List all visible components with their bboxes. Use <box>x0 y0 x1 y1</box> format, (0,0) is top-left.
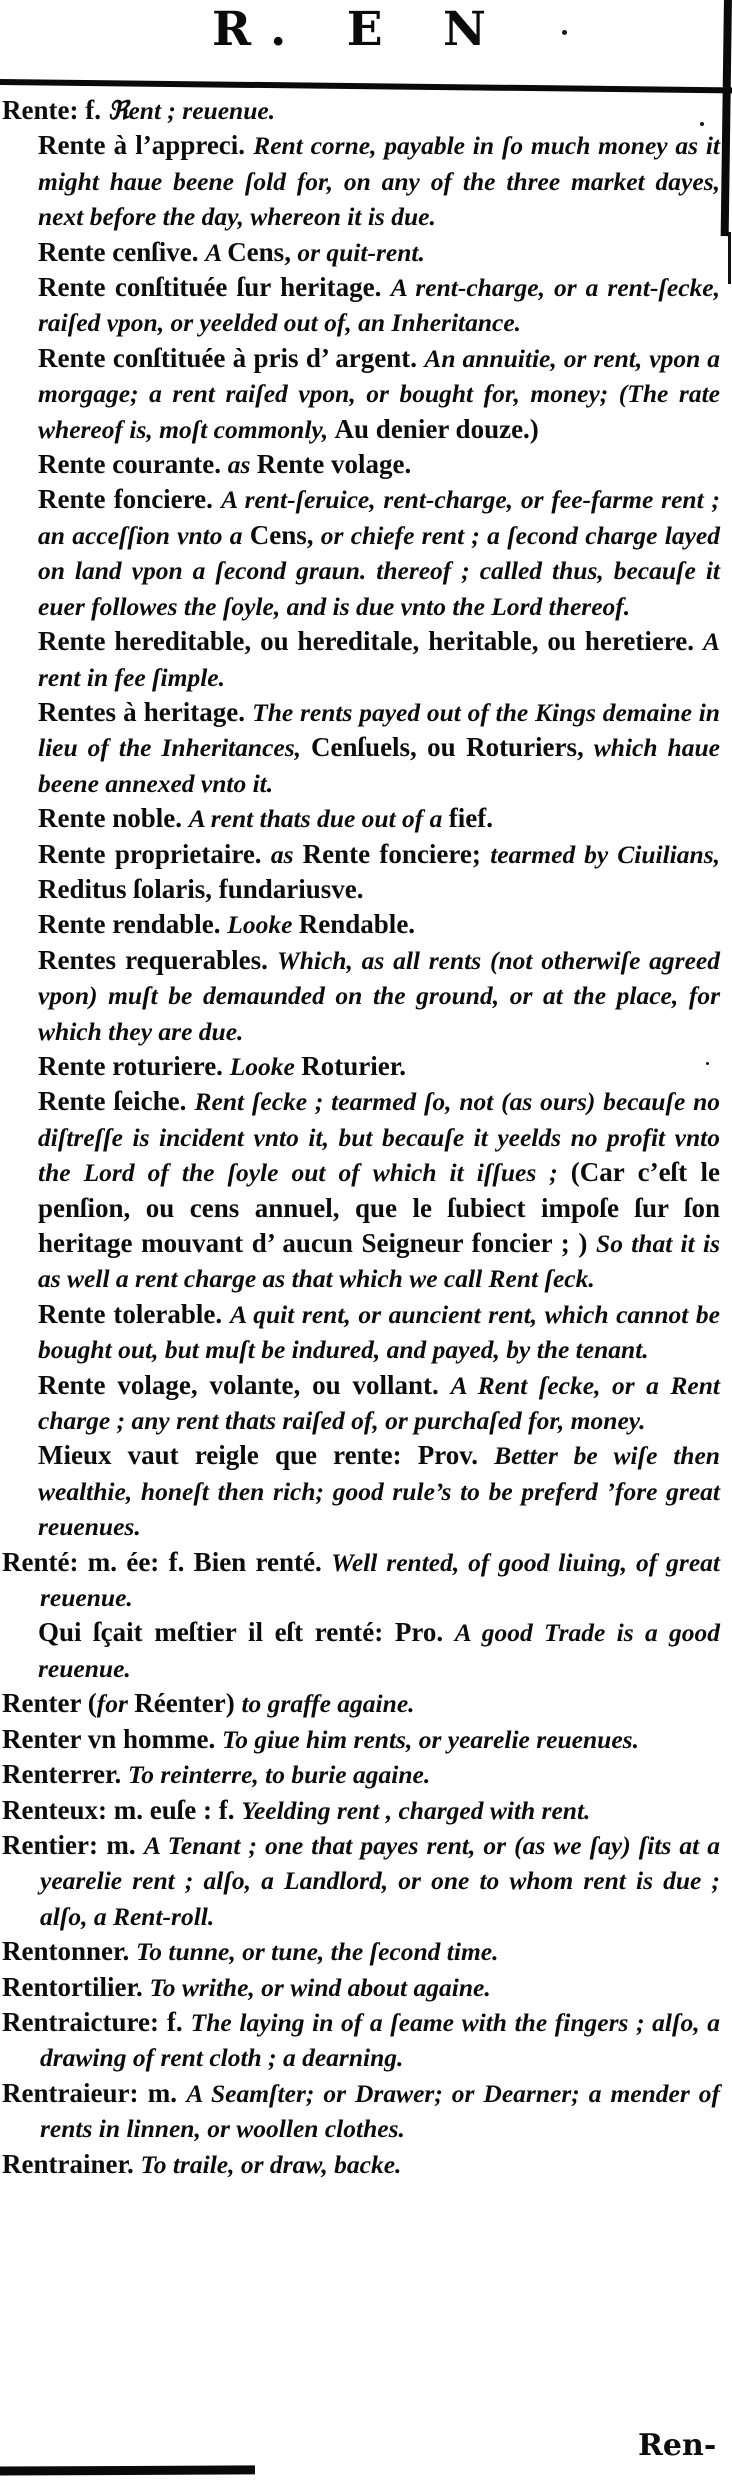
dictionary-entry <box>2 2005 720 2076</box>
dictionary-entry <box>2 1438 720 1544</box>
dictionary-entry <box>2 1722 720 1757</box>
text-segment-roman: Rente fonciere. <box>38 484 222 515</box>
ink-speck <box>562 30 567 35</box>
dictionary-entry <box>2 1615 720 1686</box>
dictionary-entry <box>2 1934 720 1969</box>
text-segment-italic: which haue beene annexed vnto it. <box>38 733 720 798</box>
text-segment-roman: Rente roturiere. <box>38 1050 230 1081</box>
text-segment-roman: Renter ( <box>2 1688 97 1719</box>
text-segment-roman: Cenſuels, ou Roturiers, <box>311 732 584 763</box>
text-segment-roman: Rente volage, volante, ou vollant. <box>38 1369 451 1400</box>
text-segment-roman: Rente conſtituée à pris d’ argent. <box>38 342 425 373</box>
dictionary-entry <box>2 1686 720 1721</box>
text-segment-italic: The rents payed out of the Kings demaine in lieu of the Inheritances, <box>38 697 720 763</box>
text-segment-roman: Au denier douze.) <box>334 413 539 444</box>
dictionary-entry <box>2 1793 720 1828</box>
text-segment-roman: Rente rendable. <box>38 909 228 940</box>
text-segment-italic: Better be wiſe then wealthie, honeſt then rich; good rule’s to be preferd ’fore great reuenues. <box>38 1441 720 1542</box>
text-segment-italic: for <box>96 1689 135 1719</box>
dictionary-entry <box>2 128 720 234</box>
ink-speck <box>700 122 704 126</box>
dictionary-entry <box>2 837 720 908</box>
text-segment-roman: Renter vn homme. <box>2 1723 222 1754</box>
dictionary-entry <box>2 447 720 482</box>
dictionary-entry <box>2 2076 720 2147</box>
text-segment-italic: A <box>205 237 228 267</box>
text-segment-italic: The laying in of a ſeame with the fingers ; alſo, a drawing of rent cloth ; a dearning. <box>40 2007 720 2073</box>
text-segment-italic: To giue him rents, or yearelie reuenues. <box>221 1724 639 1754</box>
text-segment-italic: or chiefe rent ; a ſecond charge layed on land vpon a ſecond graun. thereof ; called thus, becauſe it euer followes the ſoyle, and is due vnto the Lord thereof. <box>38 520 720 621</box>
text-segment-italic: as <box>270 839 303 869</box>
text-segment-roman: Roturier. <box>301 1050 406 1081</box>
text-segment-roman: Cens, <box>227 236 291 267</box>
dictionary-entry <box>2 907 720 942</box>
dictionary-entry <box>2 801 720 836</box>
dictionary-entry <box>2 93 720 128</box>
text-segment-italic: Looke <box>229 1051 302 1081</box>
text-segment-italic: An annuitie, or rent, vpon a morgage; a rent raiſed vpon, or bought for, money; (The rate whereof is, moſt commonly, <box>38 343 720 444</box>
text-segment-roman: Rente cenſive. <box>38 236 206 267</box>
dictionary-entry <box>2 1084 720 1296</box>
text-segment-italic: To writhe, or wind about againe. <box>149 1972 491 2002</box>
text-segment-italic: A rent-ſeruice, rent-charge, or fee-farme rent ; an acceſſion vnto a <box>38 485 721 550</box>
text-segment-italic: To tunne, or tune, the ſecond time. <box>136 1937 499 1967</box>
text-segment-italic: So that it is as well a rent charge as that which we call Rent ſeck. <box>38 1229 720 1294</box>
dictionary-entry <box>2 1368 720 1439</box>
text-segment-roman: Rente hereditable, ou hereditale, heritable, ou heretiere. <box>38 626 703 657</box>
text-segment-roman: Renterrer. <box>2 1759 128 1790</box>
text-segment-roman: Renteux: m. euſe : f. <box>2 1794 242 1825</box>
text-segment-roman: Rente noble. <box>38 803 189 834</box>
dictionary-entry <box>2 1545 720 1616</box>
text-segment-italic: A rent thats due out of a <box>188 804 449 834</box>
text-segment-italic: Yeelding rent , charged with rent. <box>241 1795 591 1825</box>
text-segment-roman: Rentonner. <box>2 1936 137 1967</box>
dictionary-entry <box>2 2147 720 2182</box>
text-segment-italic: A rent-charge, or a rent-ſecke, raiſed vpon, or yeelded out of, an Inheritance. <box>38 273 721 338</box>
dictionary-entry <box>2 1297 720 1368</box>
text-segment-roman: Rentraieur: m. <box>2 2077 187 2108</box>
text-segment-roman: Reditus ſolaris, fundariusve. <box>38 873 364 904</box>
text-segment-roman: Rente ſeiche. <box>38 1086 195 1117</box>
text-segment-roman: Rentrainer. <box>2 2148 141 2179</box>
text-segment-italic: A quit rent, or auncient rent, which cannot be bought out, but muſt be indured, and payed, by the tenant. <box>38 1299 720 1365</box>
dictionary-entry <box>2 624 720 695</box>
scan-edge-bar <box>721 0 732 236</box>
dictionary-entry <box>2 1049 720 1084</box>
dictionary-entry <box>2 1828 720 1934</box>
text-segment-roman: Rente: f. <box>2 95 108 125</box>
text-segment-roman: Renté: m. ée: f. Bien renté. <box>2 1546 332 1577</box>
text-segment-italic: to graffe againe. <box>241 1689 415 1719</box>
text-segment-roman: Rentier: m. <box>2 1829 145 1860</box>
text-segment-italic: Which, as all rents (not otherwiſe agreed vpon) muſt be demaunded on the ground, or at the place, for which they are due. <box>38 945 720 1046</box>
text-segment-roman: Cens, <box>249 519 314 550</box>
bottom-edge-rule <box>0 2465 255 2475</box>
text-segment-italic: To traile, or draw, backe. <box>140 2149 402 2179</box>
text-segment-italic: To reinterre, to burie againe. <box>127 1760 431 1790</box>
text-segment-italic: A Seamſter; or Drawer; or Dearner; a mender of rents in linnen, or woollen clothes. <box>40 2078 720 2144</box>
text-segment-roman: Rentortilier. <box>2 1971 150 2002</box>
text-segment-roman: Rentraicture: f. <box>2 2006 191 2037</box>
text-segment-roman: Mieux vaut reigle que rente: Prov. <box>38 1440 495 1471</box>
text-segment-roman: fief. <box>448 803 493 834</box>
text-segment-italic: Looke <box>227 910 299 940</box>
text-segment-italic: tearmed by Ciuilians, <box>490 839 720 869</box>
text-segment-italic: A Rent ſecke, or a Rent charge ; any rent thats raiſed of, or purchaſed for, money. <box>38 1370 720 1436</box>
dictionary-entry <box>2 235 720 270</box>
text-segment-roman: Réenter) <box>134 1688 242 1719</box>
text-segment-roman: Rentes à heritage. <box>38 696 253 727</box>
text-segment-roman: Rente proprietaire. <box>38 838 271 869</box>
page-header-letters: R. E N <box>212 2 505 57</box>
text-segment-roman: Rente fonciere; <box>302 838 491 869</box>
text-segment-italic: A rent in fee ſimple. <box>38 627 720 692</box>
text-segment-italic: A Tenant ; one that payes rent, or (as we ſay) ſits at a yearelie rent ; alſo, a Landlord, or one to whom rent is due ; alſo, a Rent-roll. <box>40 1830 720 1931</box>
dictionary-entry <box>2 270 720 341</box>
dictionary-entry <box>2 482 720 624</box>
text-segment-roman: Rente tolerable. <box>38 1298 231 1329</box>
dictionary-entry <box>2 943 720 1049</box>
text-segment-italic: as <box>227 450 257 480</box>
text-segment-roman: Rente conſtituée ſur heritage. <box>38 272 391 303</box>
ink-speck <box>706 1062 709 1065</box>
text-segment-italic: Rent corne, payable in ſo much money as it might haue beene ſold for, on any of the three market dayes, next before the day, whereon it is due. <box>38 131 720 232</box>
dictionary-entry <box>2 1970 720 2005</box>
entries <box>2 93 720 2182</box>
text-segment-italic: ℜent ; reuenue. <box>107 96 276 125</box>
text-segment-italic: or quit-rent. <box>290 237 425 267</box>
text-segment-roman: (Car c’eſt le penſion, ou cens annuel, que le ſubiect impoſe ſur ſon heritage mouvant d’ aucun Seigneur foncier ; ) <box>38 1157 720 1258</box>
text-segment-italic: A good Trade is a good reuenue. <box>38 1618 720 1683</box>
text-segment-italic: Well rented, of good liuing, of great reuenue. <box>40 1547 720 1613</box>
dictionary-entry <box>2 1757 720 1792</box>
header-rule <box>0 79 732 93</box>
text-segment-italic: Rent ſecke ; tearmed ſo, not (as ours) becauſe no diſtreſſe is incident vnto it, but becauſe it yeelds no profit vnto the Lord of the ſoyle out of which it iſſues ; <box>38 1087 721 1188</box>
scan-edge-bar-tail <box>728 232 731 284</box>
text-segment-roman: Rendable. <box>298 909 416 940</box>
text-segment-roman: Rente volage. <box>256 449 412 480</box>
text-segment-roman: Rente à l’appreci. <box>38 130 254 161</box>
text-segment-roman: Qui ſçait meſtier il eſt renté: Pro. <box>38 1617 455 1648</box>
dictionary-entry <box>2 341 720 447</box>
catchword: Ren- <box>638 2428 717 2463</box>
text-segment-roman: Rente courante. <box>38 449 228 480</box>
text-segment-roman: Rentes requerables. <box>38 944 278 975</box>
dictionary-entry <box>2 695 720 801</box>
